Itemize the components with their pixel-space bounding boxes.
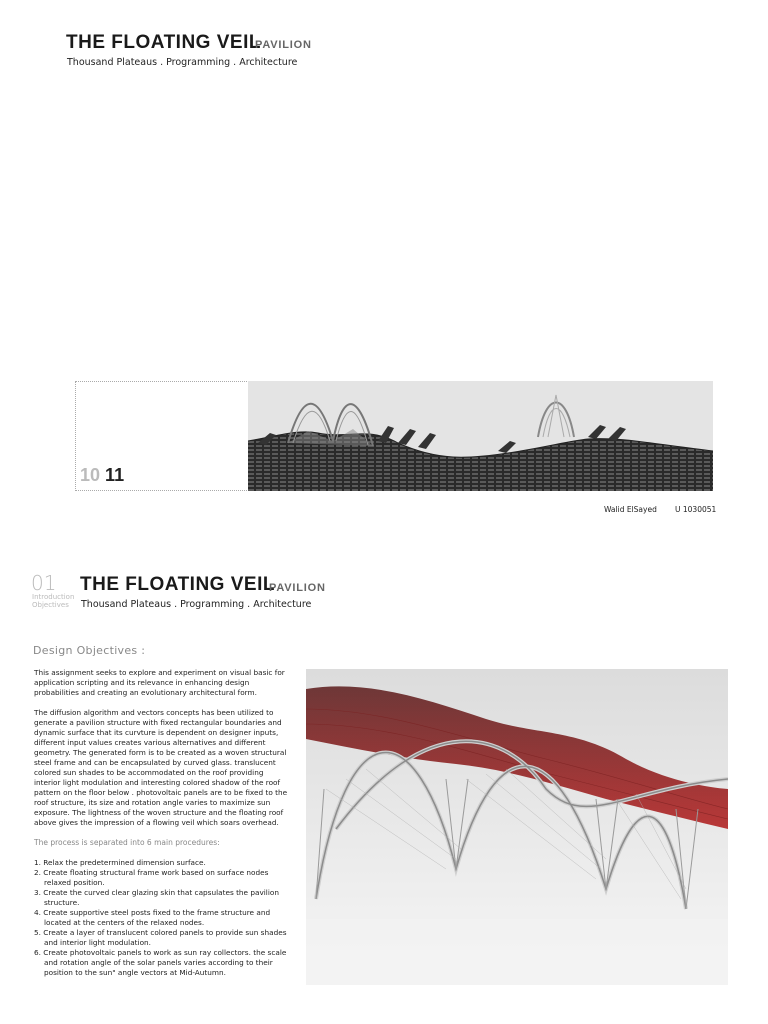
section-label-objectives: Objectives <box>32 601 69 609</box>
page2-subtitle: Thousand Plateaus . Programming . Architecture <box>81 599 312 610</box>
page1-title: THE FLOATING VEIL <box>66 32 261 53</box>
process-heading: The process is separated into 6 main procedures: <box>34 838 220 847</box>
page-numbers <box>80 465 124 486</box>
banner-blank-panel <box>75 381 249 491</box>
page1-subtitle: Thousand Plateaus . Programming . Architecture <box>67 57 298 68</box>
procedure-step: 5. Create a layer of translucent colored panels to provide sun shades and interior light modulation. <box>34 928 287 947</box>
page-number-right: 11 <box>105 465 125 485</box>
procedure-step: 4. Create supportive steel posts fixed to the frame structure and located at the centers of the relaxed nodes. <box>34 908 271 927</box>
author-name: Walid ElSayed <box>604 505 657 514</box>
pavilion-perspective-image <box>248 381 713 491</box>
design-objectives-heading: Design Objectives : <box>33 644 146 657</box>
pavilion-render-image <box>306 669 728 985</box>
procedure-step: 6. Create photovoltaic panels to work as sun ray collectors. the scale and rotation angle of the solar panels varies according to their position to the sun" angle vectors at Mid-Autumn. <box>34 948 287 977</box>
student-id: U 1030051 <box>675 505 717 514</box>
section-number: 01 <box>31 571 57 595</box>
page2-title: THE FLOATING VEIL <box>80 574 275 595</box>
page-number-left: 10 <box>80 465 101 485</box>
procedure-step: 1. Relax the predetermined dimension surface. <box>34 858 206 867</box>
objectives-paragraph-2: The diffusion algorithm and vectors concepts has been utilized to generate a pavilion structure with fixed rectangular boundaries and dynamic surface that its curvture is dependent on designer inputs, different input values creates various alternatives and different geometry. The generated form is to be created as a woven structural steel frame and can be encapsulated by curved glass. translucent colored sun shades to be accommodated on the roof providing interior light modulation and interesting colored shadow of the roof pattern on the floor below . photovoltaic panels are to be fixed to the roof structure, its size and rotation angle varies to maximize sun exposure. The lightness of the woven structure and the floating roof above gives the impression of a flowing veil which soars overhead. <box>34 708 288 827</box>
page1-title-tag: PAVILION <box>255 39 312 51</box>
page2-title-tag: PAVILION <box>269 582 326 594</box>
procedure-step: 2. Create floating structural frame work based on surface nodes relaxed position. <box>34 868 269 887</box>
objectives-paragraph-1: This assignment seeks to explore and experiment on visual basic for application scripting and its relevance in enhancing design probabilities and creating an evolutionary architectural form. <box>34 668 285 697</box>
section-label-introduction: Introduction <box>32 593 75 601</box>
procedure-step: 3. Create the curved clear glazing skin that capsulates the pavilion structure. <box>34 888 279 907</box>
spread-banner <box>75 381 713 491</box>
objectives-body <box>34 668 290 978</box>
procedure-list <box>34 858 290 978</box>
